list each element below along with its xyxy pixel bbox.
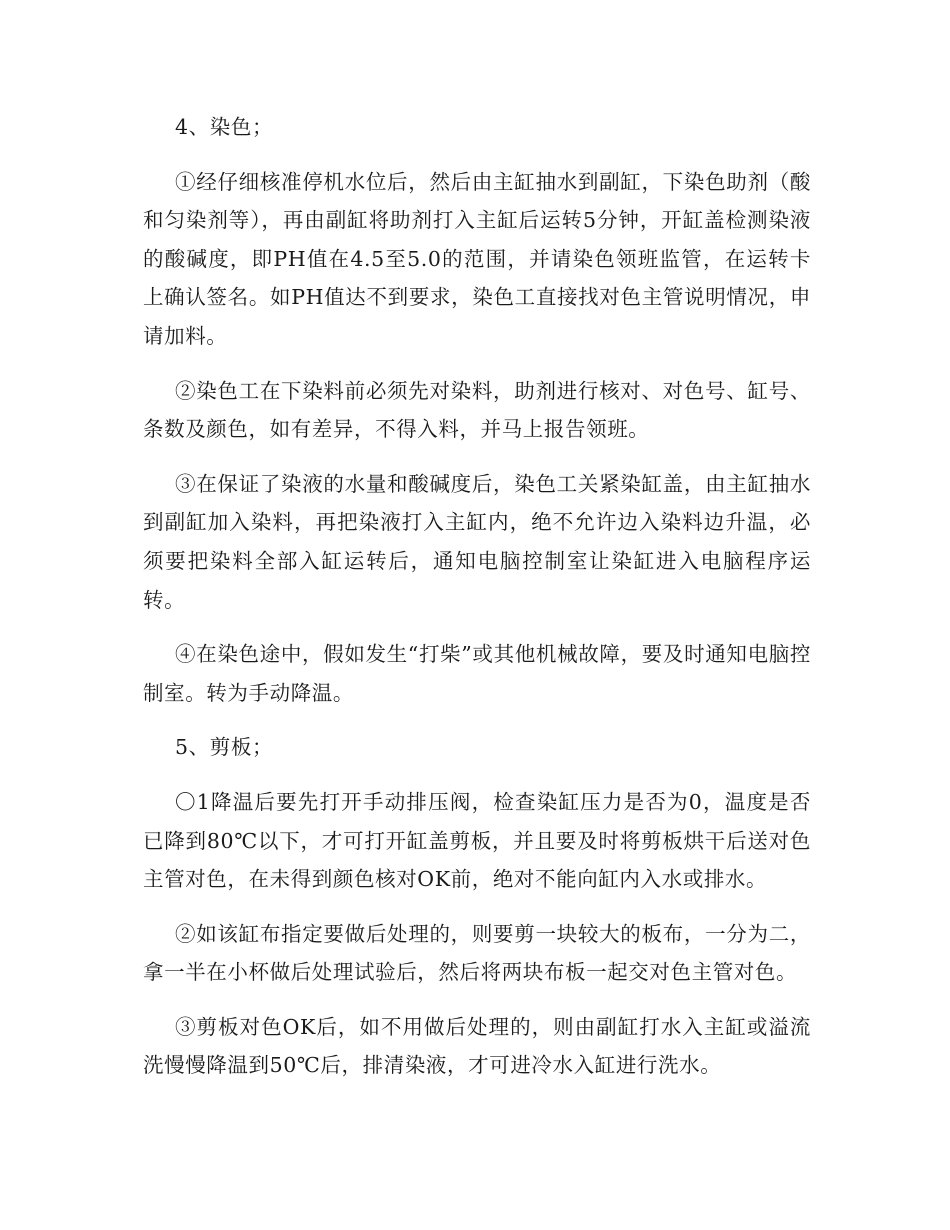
paragraph-cutting-2: ②如该缸布指定要做后处理的，则要剪一块较大的板布，一分为二，拿一半在小杯做后处理试验后，然后将两块布板一起交对色主管对色。 <box>143 921 811 985</box>
paragraph-cutting-1: 〇1降温后要先打开手动排压阀，检查染缸压力是否为0，温度是否已降到80℃以下，才可打开缸盖剪板，并且要及时将剪板烘干后送对色主管对色，在未得到颜色核对OK前，绝对不能向缸内入水或排水。 <box>143 789 811 892</box>
section-heading-dyeing: 4、染色； <box>175 115 274 139</box>
paragraph-dyeing-2: ②染色工在下染料前必须先对染料，助剂进行核对、对色号、缸号、条数及颜色，如有差异，不得入料，并马上报告领班。 <box>143 378 811 442</box>
paragraph-cutting-3: ③剪板对色OK后，如不用做后处理的，则由副缸打水入主缸或溢流洗慢慢降温到50℃后，排清染液，才可进冷水入缸进行洗水。 <box>143 1014 811 1078</box>
section-heading-cutting: 5、剪板； <box>175 735 274 760</box>
document-body <box>143 108 811 1101</box>
paragraph-dyeing-4: ④在染色途中，假如发生“打柴”或其他机械故障，要及时通知电脑控制室。转为手动降温。 <box>143 642 811 705</box>
paragraph-dyeing-1: ①经仔细核准停机水位后，然后由主缸抽水到副缸，下染色助剂（酸和匀染剂等），再由副缸将助剂打入主缸后运转5分钟，开缸盖检测染液的酸碱度，即PH值在4.5至5.0的范围，并请染色领班监管，在运转卡上确认签名。如PH值达不到要求，染色工直接找对色主管说明情况，申请加料。 <box>143 169 811 348</box>
paragraph-dyeing-3: ③在保证了染液的水量和酸碱度后，染色工关紧染缸盖，由主缸抽水到副缸加入染料，再把染液打入主缸内，绝不允许边入染料边升温，必须要把染料全部入缸运转后，通知电脑控制室让染缸进入电脑程序运转。 <box>143 471 811 612</box>
